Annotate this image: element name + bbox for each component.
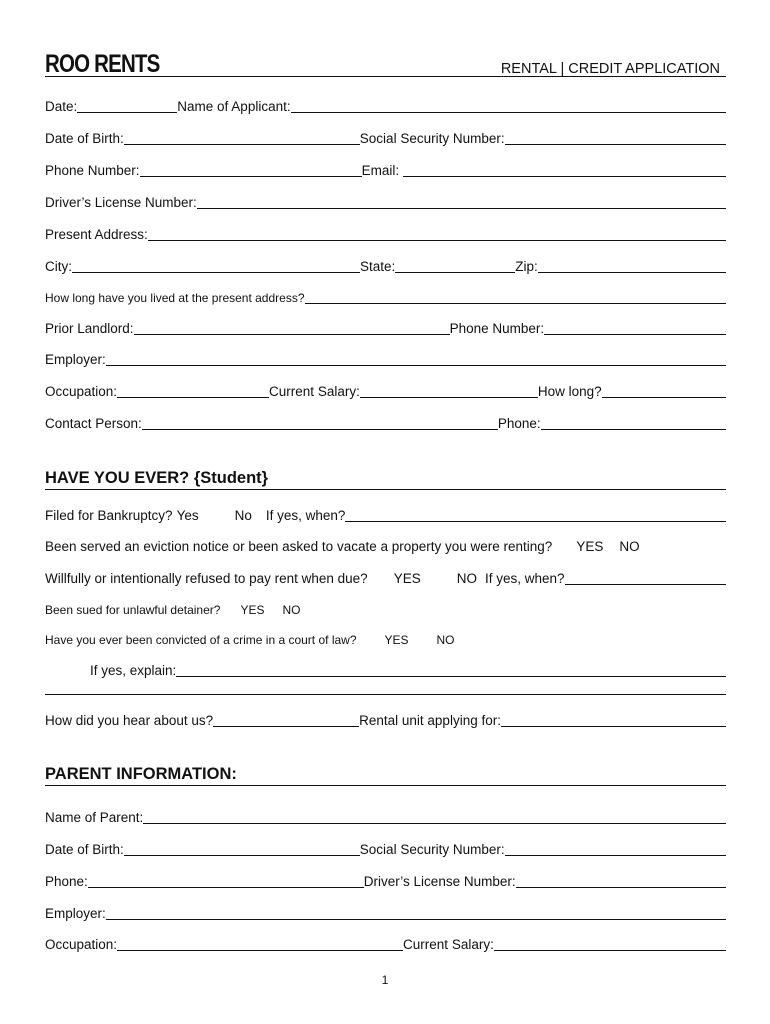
sued-yes-option[interactable]: YES [240,603,265,617]
parent-ssn-label: Social Security Number: [359,842,505,857]
bankruptcy-no-option[interactable]: No [234,508,252,523]
row-parent-occupation [45,934,726,954]
eviction-no-option[interactable]: NO [619,539,640,554]
row-bankruptcy [45,505,726,525]
city-label: City: [45,259,72,274]
address-label: Present Address: [45,227,148,242]
rental-unit-label: Rental unit applying for: [359,713,501,728]
row-parent-employer [45,903,726,923]
occupation-field[interactable] [117,397,269,398]
parent-occupation-field[interactable] [117,950,403,951]
parent-dob-label: Date of Birth: [45,842,124,857]
parent-info-heading [45,763,726,786]
row-explain [90,660,726,680]
contact-phone-label: Phone: [497,416,541,431]
salary-label: Current Salary: [269,384,360,399]
how-long-label: How long? [537,384,602,399]
date-label: Date: [45,99,78,114]
row-how-long-address [45,287,726,307]
parent-info-heading-text: PARENT INFORMATION: [45,765,237,783]
row-hear-about [45,710,726,730]
sued-no-option[interactable]: NO [282,603,301,617]
occupation-label: Occupation: [45,384,118,399]
row-refused-rent [45,568,726,588]
refused-when-field[interactable] [565,584,727,585]
bankruptcy-yes-option[interactable]: Yes [176,508,199,523]
page-number: 1 [381,973,389,987]
state-field[interactable] [395,272,515,273]
ssn-field[interactable] [505,144,726,145]
brand-logo: ROO RENTS [45,50,160,78]
dob-field[interactable] [124,144,360,145]
parent-name-label: Name of Parent: [45,810,144,825]
landlord-phone-field[interactable] [544,334,726,335]
applicant-name-field[interactable] [291,112,726,113]
license-field[interactable] [197,208,726,209]
bankruptcy-when-label: If yes, when? [265,508,346,523]
prior-landlord-field[interactable] [134,334,450,335]
refused-yes-option[interactable]: YES [393,571,421,586]
email-field[interactable] [403,176,726,177]
row-crime [45,629,726,649]
have-you-ever-heading-text: HAVE YOU EVER? {Student} [45,469,269,487]
zip-field[interactable] [538,272,726,273]
explain-field-line-2[interactable] [45,694,726,695]
row-occupation [45,381,726,401]
address-field[interactable] [148,240,726,241]
parent-dob-field[interactable] [124,855,360,856]
parent-phone-field[interactable] [88,887,364,888]
row-sued [45,599,726,619]
how-long-address-field[interactable] [305,303,727,304]
row-eviction [45,536,726,556]
prior-landlord-label: Prior Landlord: [45,321,134,336]
applicant-name-label: Name of Applicant: [177,99,291,114]
parent-ssn-field[interactable] [505,855,726,856]
row-city-state-zip [45,256,726,276]
refused-when-label: If yes, when? [484,571,565,586]
parent-phone-label: Phone: [45,874,88,889]
parent-employer-field[interactable] [106,919,726,920]
row-phone-email [45,160,726,180]
date-field[interactable] [77,112,177,113]
parent-license-field[interactable] [516,887,726,888]
parent-employer-label: Employer: [45,906,106,921]
crime-label: Have you ever been convicted of a crime in a court of law? [45,633,357,647]
row-parent-phone-license [45,871,726,891]
employer-field[interactable] [106,365,726,366]
contact-phone-field[interactable] [541,429,726,430]
license-label: Driver’s License Number: [45,195,197,210]
row-address [45,224,726,244]
row-dob-ssn [45,128,726,148]
zip-label: Zip: [515,259,538,274]
ssn-label: Social Security Number: [359,131,505,146]
rental-unit-field[interactable] [501,726,726,727]
how-long-address-label: How long have you lived at the present address? [45,291,305,305]
have-you-ever-heading [45,467,726,490]
row-employer [45,349,726,369]
form-title: RENTAL | CREDIT APPLICATION [500,61,720,77]
parent-occupation-label: Occupation: [45,937,118,952]
row-prior-landlord [45,318,726,338]
bankruptcy-label: Filed for Bankruptcy? [45,508,173,523]
city-field[interactable] [72,272,360,273]
parent-salary-field[interactable] [494,950,726,951]
parent-license-label: Driver’s License Number: [363,874,516,889]
landlord-phone-label: Phone Number: [449,321,545,336]
how-long-field[interactable] [602,397,726,398]
phone-field[interactable] [140,176,362,177]
salary-field[interactable] [360,397,538,398]
eviction-yes-option[interactable]: YES [576,539,604,554]
parent-name-field[interactable] [143,823,726,824]
bankruptcy-when-field[interactable] [345,521,726,522]
email-label: Email: [361,163,400,178]
refused-no-option[interactable]: NO [456,571,477,586]
dob-label: Date of Birth: [45,131,124,146]
phone-label: Phone Number: [45,163,140,178]
row-date-name [45,96,726,116]
sued-label: Been sued for unlawful detainer? [45,603,221,617]
row-parent-dob-ssn [45,839,726,859]
header-rule [45,76,726,77]
row-parent-name [45,807,726,827]
crime-yes-option[interactable]: YES [384,633,409,647]
state-label: State: [360,259,396,274]
hear-about-label: How did you hear about us? [45,713,214,728]
explain-field[interactable] [176,676,726,677]
employer-label: Employer: [45,352,106,367]
explain-label: If yes, explain: [90,663,177,678]
contact-label: Contact Person: [45,416,142,431]
parent-salary-label: Current Salary: [403,937,494,952]
row-license [45,192,726,212]
refused-rent-label: Willfully or intentionally refused to pay rent when due? [45,571,368,586]
contact-field[interactable] [142,429,498,430]
eviction-label: Been served an eviction notice or been asked to vacate a property you were renting? [45,539,553,554]
crime-no-option[interactable]: NO [436,633,455,647]
row-contact [45,413,726,433]
hear-about-field[interactable] [213,726,359,727]
